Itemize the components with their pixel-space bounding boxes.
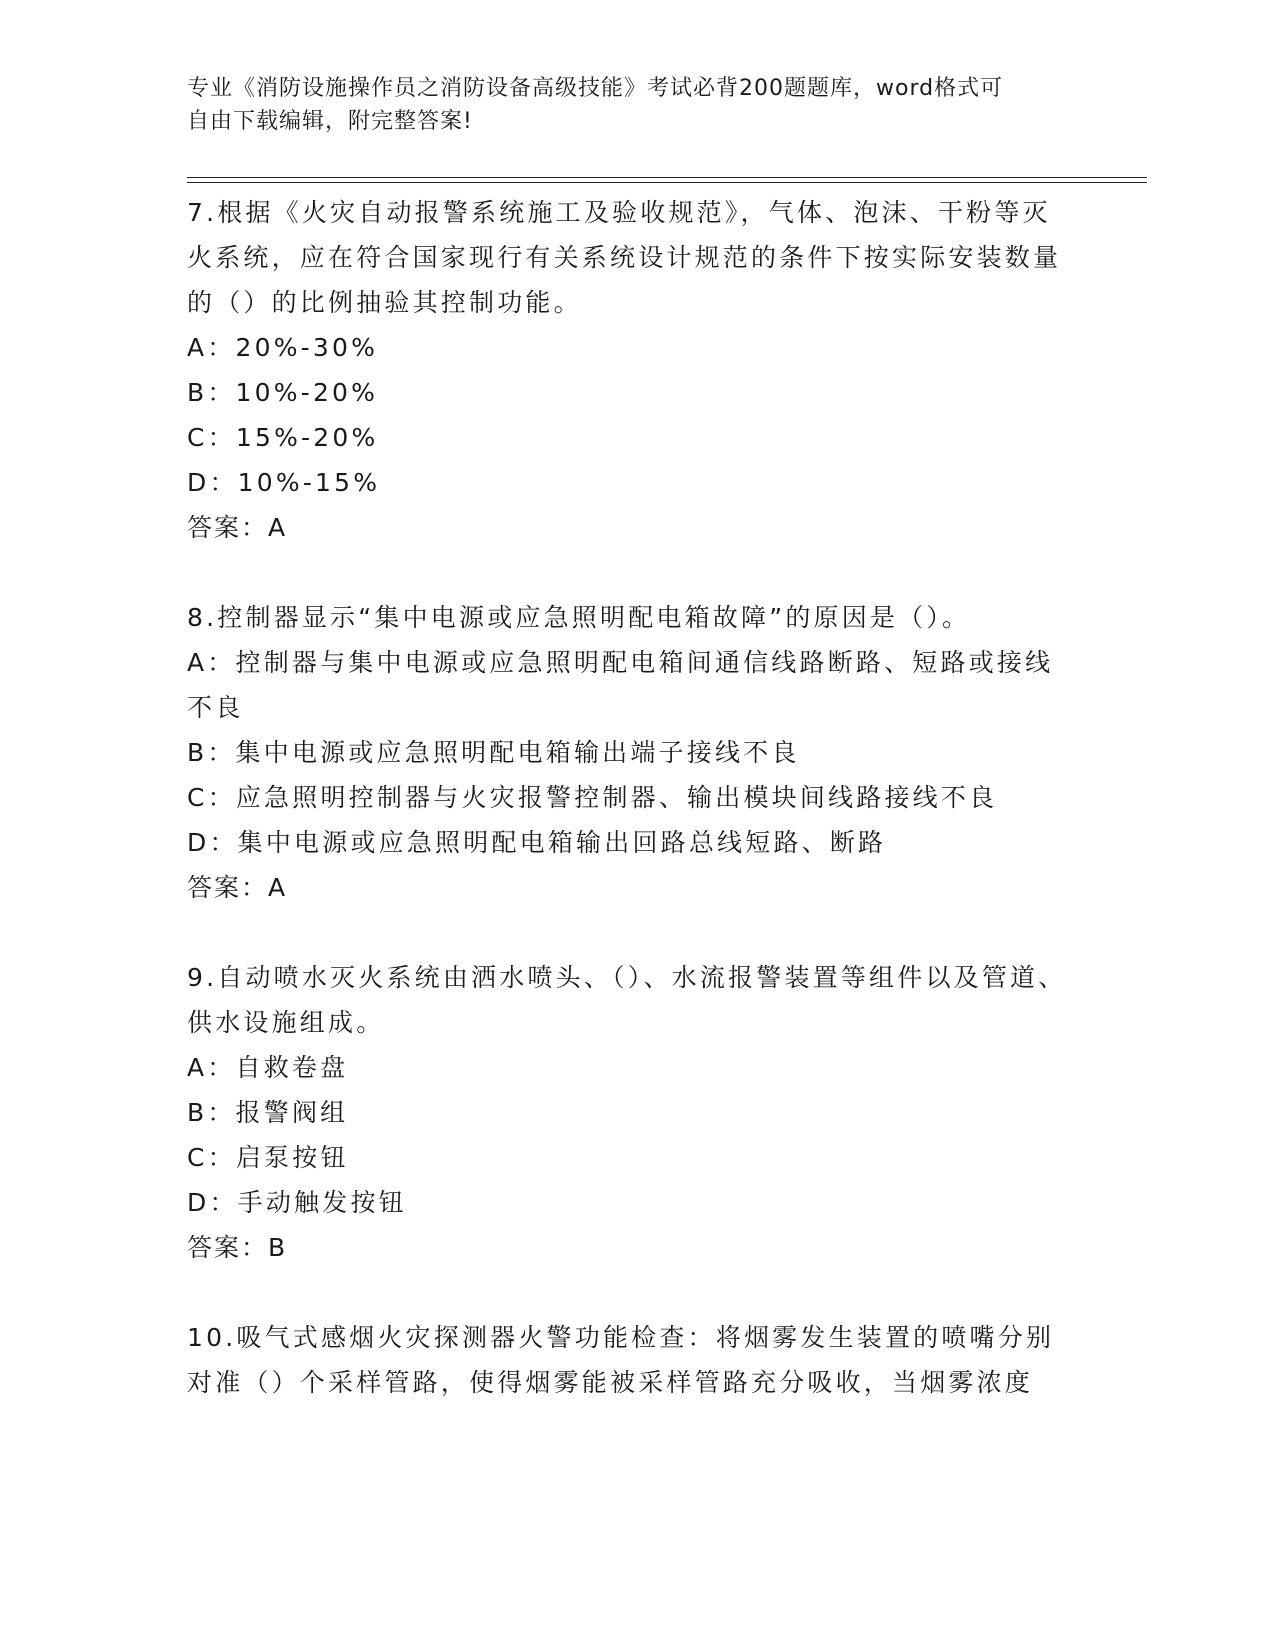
question-10: [187, 1315, 1067, 1405]
header-line-2: 自由下载编辑，附完整答案!: [187, 109, 473, 134]
option-c: C：启泵按钮: [187, 1143, 349, 1172]
question-9: [187, 955, 1067, 1270]
question-stem: 7.根据《火灾自动报警系统施工及验收规范》，气体、泡沫、干粉等灭火系统，应在符合国家现行有关系统设计规范的条件下按实际安装数量的（）的比例抽验其控制功能。: [187, 198, 1062, 317]
document-header: [187, 72, 1067, 138]
option-d: D：手动触发按钮: [187, 1188, 407, 1217]
option-c: C：应急照明控制器与火灾报警控制器、输出模块间线路接线不良: [187, 783, 998, 812]
question-7: [187, 190, 1067, 550]
header-rule-top: [187, 177, 1147, 178]
option-b: B：集中电源或应急照明配电箱输出端子接线不良: [187, 738, 800, 767]
answer: 答案：A: [187, 873, 288, 902]
question-list: [187, 186, 1067, 1450]
question-stem: 9.自动喷水灭火系统由洒水喷头、（）、水流报警装置等组件以及管道、供水设施组成。: [187, 963, 1067, 1037]
option-d: D：10%-15%: [187, 468, 381, 497]
answer: 答案：B: [187, 1233, 288, 1262]
option-a: A：20%-30%: [187, 333, 379, 362]
question-8: [187, 595, 1067, 910]
option-a: A：控制器与集中电源或应急照明配电箱间通信线路断路、短路或接线不良: [187, 648, 1054, 722]
option-b: B：报警阀组: [187, 1098, 349, 1127]
question-stem: 8.控制器显示“集中电源或应急照明配电箱故障”的原因是（）。: [187, 603, 971, 632]
option-c: C：15%-20%: [187, 423, 379, 452]
option-b: B：10%-20%: [187, 378, 379, 407]
header-rule-bottom: [187, 182, 1147, 183]
question-stem: 10.吸气式感烟火灾探测器火警功能检查：将烟雾发生装置的喷嘴分别对准（）个采样管路，使得烟雾能被采样管路充分吸收，当烟雾浓度: [187, 1323, 1055, 1397]
option-a: A：自救卷盘: [187, 1053, 349, 1082]
header-line-1: 专业《消防设施操作员之消防设备高级技能》考试必背200题题库，word格式可: [187, 76, 1004, 101]
answer: 答案：A: [187, 513, 288, 542]
option-d: D：集中电源或应急照明配电箱输出回路总线短路、断路: [187, 828, 887, 857]
